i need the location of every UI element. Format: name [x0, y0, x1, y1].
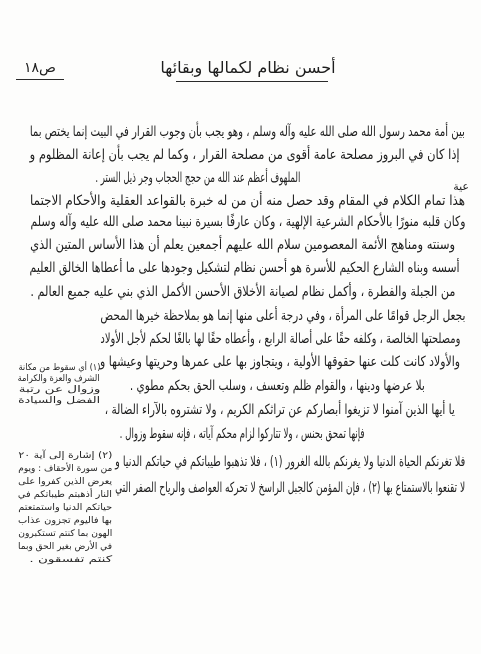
- text-line: [30, 282, 455, 302]
- margin-note-line: [18, 450, 112, 462]
- text-line-content: ومصلحتها الخالصة ، وكلفه حقًا على أصالة الرابع ، وأعطاه حقًا لها بالغًا لحكم لأجل الأولاد: [100, 331, 460, 347]
- margin-note-line: [18, 554, 112, 566]
- text-line: [120, 424, 365, 444]
- margin-note-text: النار أذهبتم طيباتكم في: [18, 490, 112, 500]
- margin-note-text: الفضل والسيادة: [17, 396, 100, 406]
- text-line-content: الملهوف أعظم عند الله من حجج الحجاب وجر ذيل الستر .: [95, 170, 300, 186]
- text-line: [30, 191, 465, 211]
- title-underline: [176, 81, 328, 82]
- margin-note-line: [18, 476, 112, 488]
- text-line: [30, 235, 455, 255]
- margin-note-text: في الأرض بغير الحق وبما: [18, 542, 112, 552]
- text-line: [95, 168, 300, 188]
- text-line: [100, 329, 460, 349]
- text-line: [100, 306, 465, 326]
- text-line: [105, 400, 455, 420]
- margin-note-text: بها فاليوم تجزون عذاب: [18, 516, 112, 526]
- margin-note-text: (٢) إشارة إلى آية ٢٠: [17, 451, 112, 461]
- margin-note-text: (١) أي سقوط من مكانة: [18, 363, 100, 373]
- text-line-content: وكان قلبه منورًا بالأحكام الشرعية الإلهية ، وكان عارفًا بسيرة نبينا محمد صلى الله عليه وآله وسلم: [30, 214, 465, 230]
- margin-note-line: [18, 515, 112, 527]
- text-line: [30, 122, 465, 142]
- text-line-content: فإنها تمحق بحنس ، ولا تتاركوا لزام محكم آياته ، فإنه سقوط وزوال .: [119, 426, 365, 442]
- margin-note-text: وزوال عن رتبة: [18, 385, 100, 395]
- text-line: [115, 452, 465, 472]
- margin-note-line: [18, 489, 112, 501]
- text-line-content: لا تقنعوا بالاستمتاع بها (٢) ، فإن المؤمن كالجبل الراسخ لا تحركه العواصف والرياح الصفر التي: [114, 480, 465, 496]
- line-overflow-text: عية: [453, 180, 469, 193]
- text-line-content: هذا تمام الكلام في المقام وقد حصل منه أن من له خبرة بالقواعد العقلية والأحكام الاجتما: [29, 193, 465, 209]
- text-line-content: من الجبلة والفطرة ، وأكمل نظام لصيانة الأخلاق الأحسن الأكمل الذي بني عليه جميع العالم .: [29, 284, 455, 300]
- margin-note-text: الهون بما كنتم تستكبرون: [17, 529, 112, 539]
- text-line-content: يا أيها الذين آمنوا لا تزيغوا أبصاركم عن تراثكم الكريم ، ولا تشتروه بالآراء الضالة ،: [104, 402, 455, 418]
- margin-note-line: [18, 528, 112, 540]
- text-line-content: بلا عرضها ودينها ، والقوام ظلم وتعسف ، وسلب الحق بحكم مطوي .: [130, 378, 425, 394]
- text-line-content: بجعل الرجل قوامًا على المرأة ، وفي درجة أعلى منها إنما هو بملاحظة خيرها المحض: [100, 308, 465, 324]
- text-line: [30, 258, 460, 278]
- text-line-content: إذا كان في البروز مصلحة عامة أقوى من مصلحة القرار ، وكما لم يجب بأن إعانة المظلوم و: [30, 147, 460, 163]
- text-line: [30, 145, 460, 165]
- text-line: [30, 212, 465, 232]
- margin-note-text: حياتكم الدنيا واستمتعتم: [17, 503, 112, 513]
- text-line: [115, 478, 465, 498]
- text-line-content: فلا تغرنكم الحياة الدنيا ولا يغرنكم بالله الغرور (١) ، فلا تذهبوا طيباتكم في حياتكم الدنيا و: [114, 454, 465, 470]
- page-number-text: ص١٨: [24, 60, 56, 76]
- margin-note-text: الشرف والعزة والكرامة: [18, 374, 100, 384]
- text-line-content: أسسه وبناه الشارع الحكيم للأسرة هو أحسن نظام لتشكيل وجودها على ما أعطاها الخالق العليم: [30, 260, 460, 276]
- margin-note-line: [18, 541, 112, 553]
- text-line-content: والأولاد كانت كلت عنها حقوقها الأولية ، ويتجاوز بها على عمرها وحريتها وعيشها و: [100, 354, 460, 370]
- margin-note-text: من سورة الأحقاف : ويوم: [17, 464, 112, 474]
- text-line-content: وسنته ومناهج الأئمة المعصومين سلام الله عليهم أجمعين يعلم أن هذا الأساس المتين الذي: [30, 237, 455, 253]
- text-line-content: بين أمة محمد رسول الله صلى الله عليه وآله وسلم ، وهو يجب بأن وجوب القرار في البيت إنما يختص بما: [30, 124, 465, 140]
- page-title-text: أحسن نظام لكمالها وبقائها: [160, 58, 336, 77]
- margin-note-text: يعرض الذين كفروا على: [18, 477, 112, 487]
- text-line: [130, 376, 425, 396]
- page-number-underline: [16, 79, 64, 80]
- margin-note-text: كنتم تفسقون .: [29, 555, 112, 565]
- text-line: [100, 352, 460, 372]
- page-title: [160, 57, 336, 79]
- margin-note-line: [18, 502, 112, 514]
- page-number: [16, 58, 64, 78]
- margin-note-line: [18, 395, 100, 407]
- margin-note-line: [18, 463, 112, 475]
